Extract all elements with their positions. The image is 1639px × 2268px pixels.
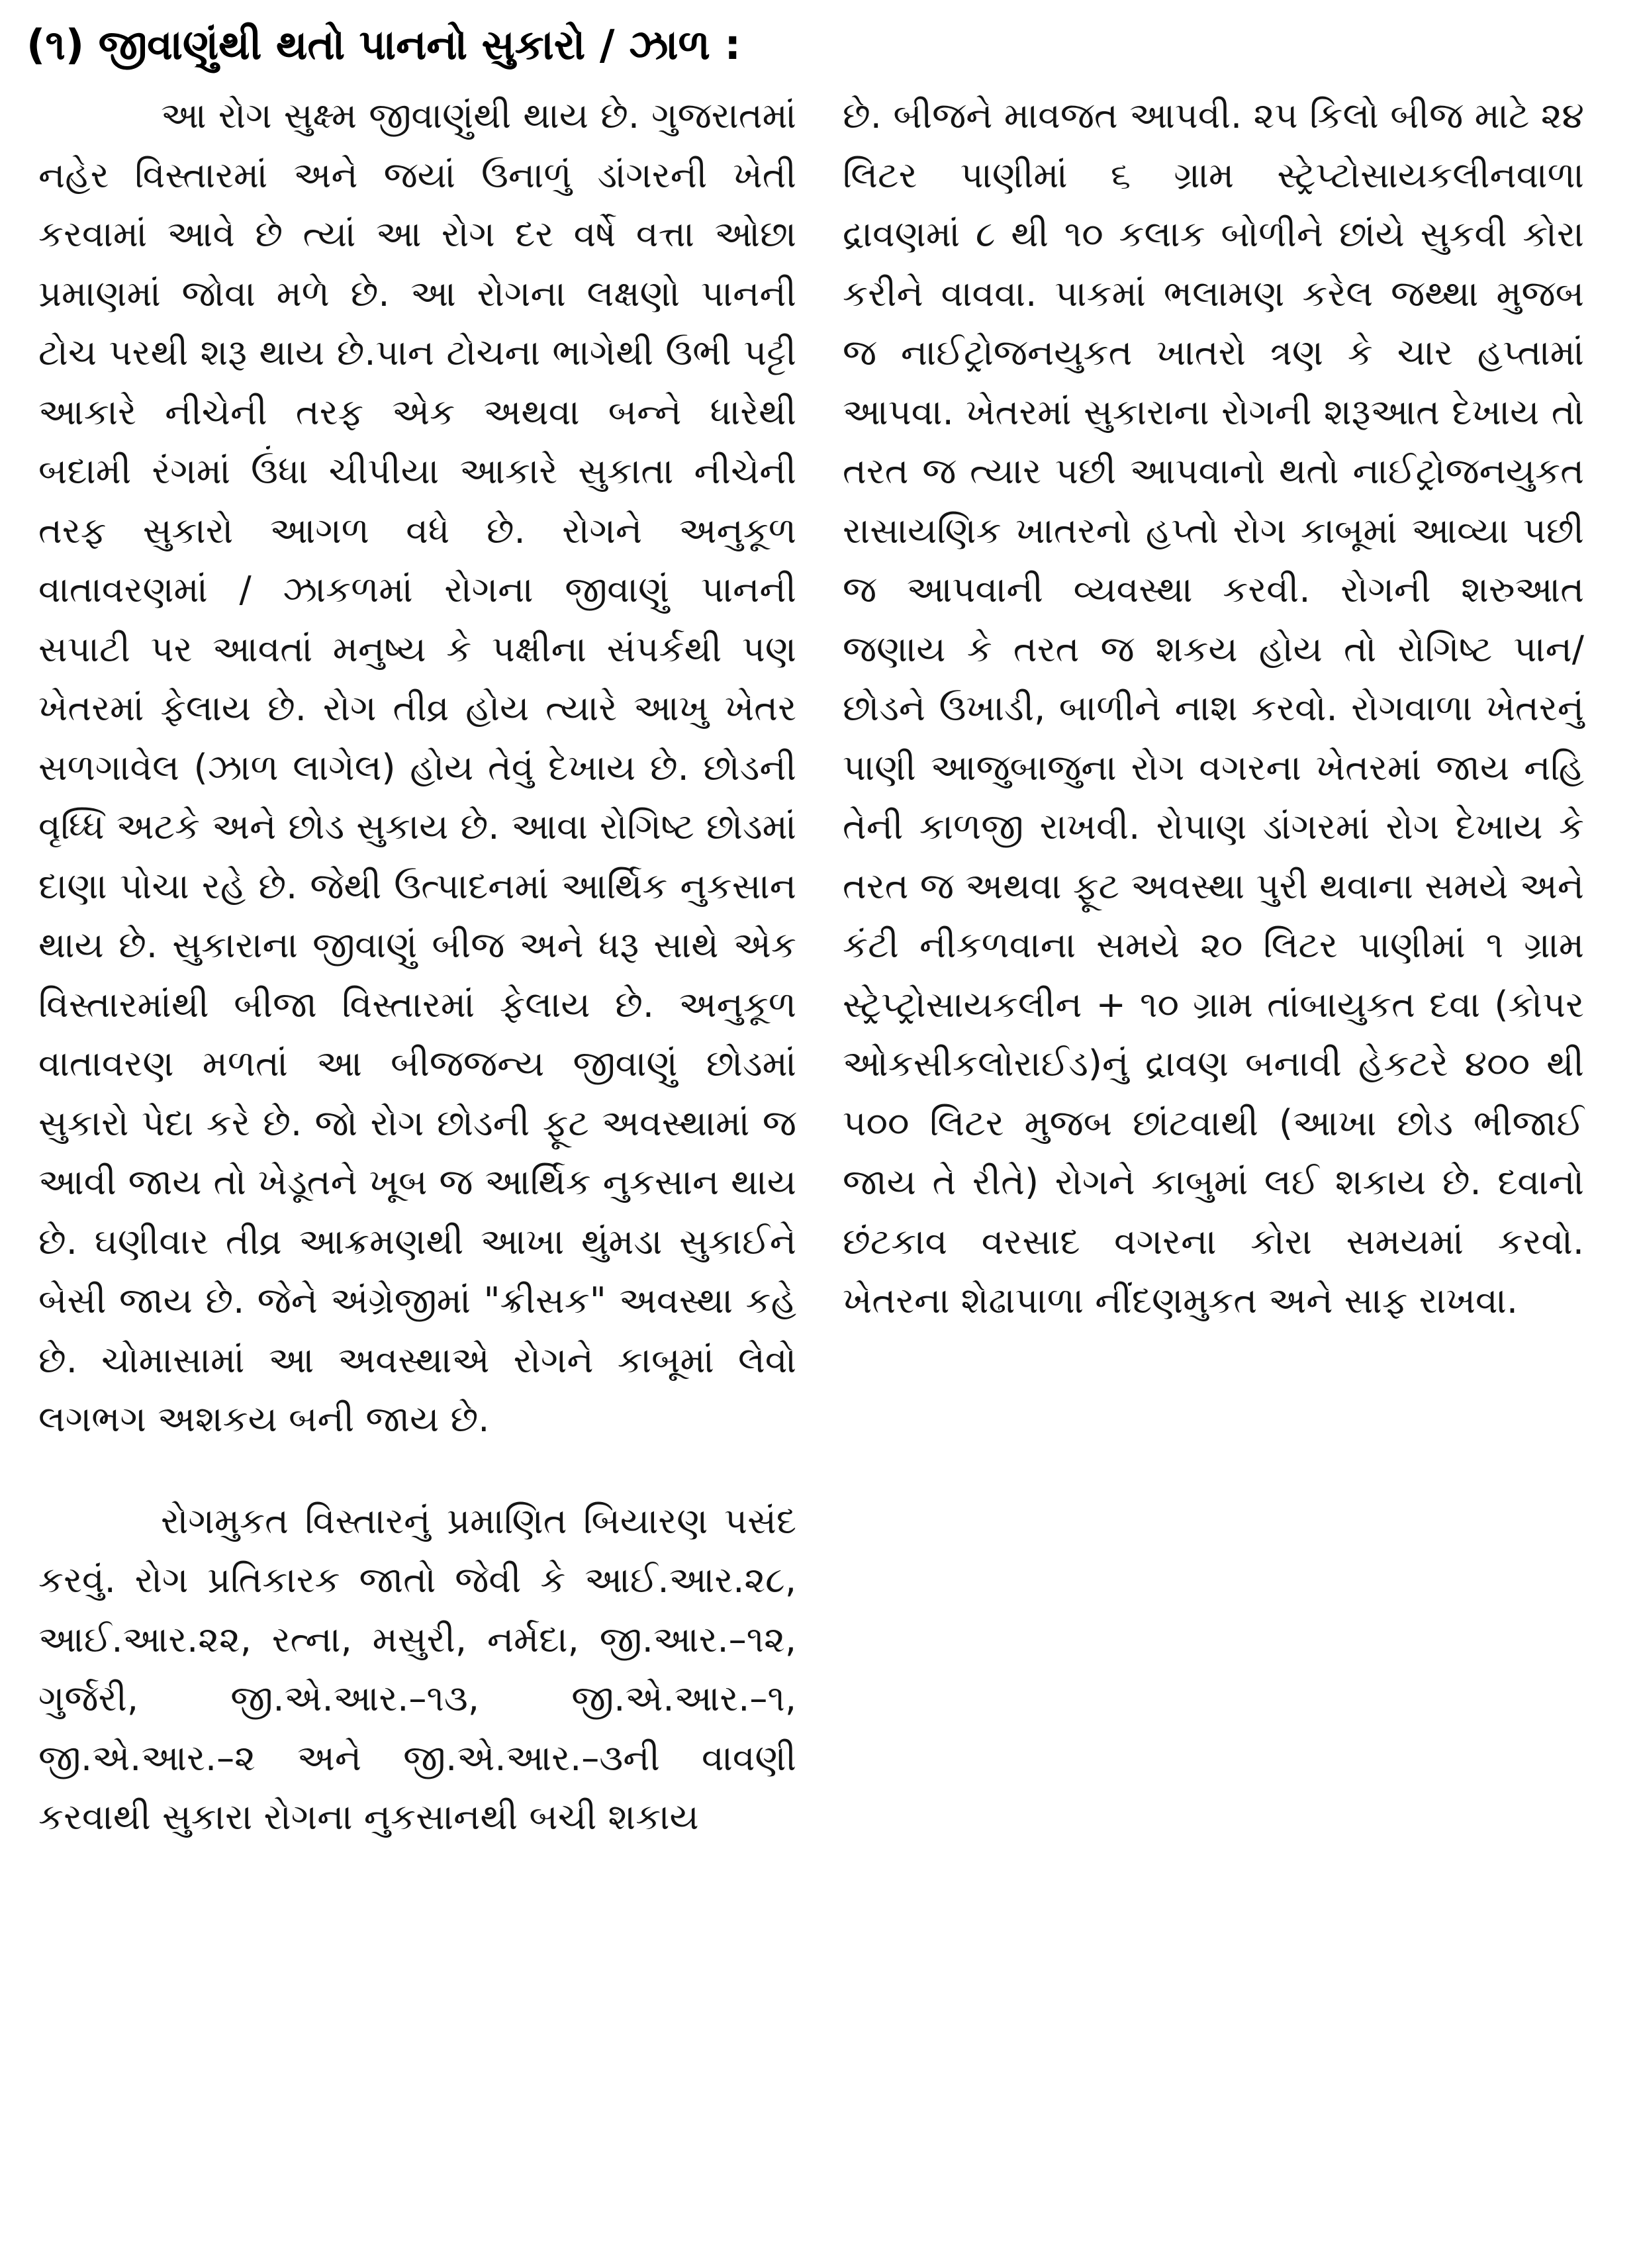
left-column xyxy=(38,86,796,1847)
paragraph-control-measures: છે. બીજને માવજત આપવી. ૨૫ કિલો બીજ માટે ૨૪ લિટર પાણીમાં ૬ ગ્રામ સ્ટ્રેપ્ટોસાયકલીનવાળા દ્રાવણમાં ૮ થી ૧૦ કલાક બોળીને છાંયે સુકવી કોરા કરીને વાવવા. પાકમાં ભલામણ કરેલ જથ્થા મુજબ જ નાઈટ્રોજનયુકત ખાતરો ત્રણ કે ચાર હપ્તામાં આપવા. ખેતરમાં સુકારાના રોગની શરૂઆત દેખાય તો તરત જ ત્યાર પછી આપવાનો થતો નાઈટ્રોજનયુકત રાસાયણિક ખાતરનો હપ્તો રોગ કાબૂમાં આવ્યા પછી જ આપવાની વ્યવસ્થા કરવી. રોગની શરુઆત જણાય કે તરત જ શકય હોય તો રોગિષ્ટ પાન/છોડને ઉખાડી, બાળીને નાશ કરવો. રોગવાળા ખેતરનું પાણી આજુબાજુના રોગ વગરના ખેતરમાં જાય નહિ તેની કાળજી રાખવી. રોપાણ ડાંગરમાં રોગ દેખાય કે તરત જ અથવા ફૂટ અવસ્થા પુરી થવાના સમયે અને કંટી નીકળવાના સમયે ૨૦ લિટર પાણીમાં ૧ ગ્રામ સ્ટ્રેપ્ટ્રોસાયકલીન + ૧૦ ગ્રામ તાંબાયુકત દવા (કોપર ઓકસીકલોરાઈડ)નું દ્રાવણ બનાવી હેકટરે ૪૦૦ થી ૫૦૦ લિટર મુજબ છાંટવાથી (આખા છોડ ભીજાઈ જાય તે રીતે) રોગને કાબુમાં લઈ શકાય છે. દવાનો છંટકાવ વરસાદ વગરના કોરા સમયમાં કરવો. ખેતરના શેઢાપાળા નીંદણમુકત અને સાફ રાખવા. xyxy=(843,95,1584,1321)
right-column xyxy=(843,86,1584,1331)
paragraph-disease-description: આ રોગ સુક્ષ્મ જીવાણુંથી થાય છે. ગુજરાતમાં નહેર વિસ્તારમાં અને જયાં ઉનાળું ડાંગરની ખેતી કરવામાં આવે છે ત્યાં આ રોગ દર વર્ષે વત્તા ઓછા પ્રમાણમાં જોવા મળે છે. આ રોગના લક્ષણો પાનની ટોચ પરથી શરૂ થાય છે.પાન ટોચના ભાગેથી ઉભી પટ્ટી આકારે નીચેની તરફ એક અથવા બન્ને ધારેથી બદામી રંગમાં ઉંધા ચીપીયા આકારે સુકાતા નીચેની તરફ સુકારો આગળ વધે છે. રોગને અનુકૂળ વાતાવરણમાં / ઝાકળમાં રોગના જીવાણું પાનની સપાટી પર આવતાં મનુષ્ય કે પક્ષીના સંપર્કથી પણ ખેતરમાં ફેલાય છે. રોગ તીવ્ર હોય ત્યારે આખુ ખેતર સળગાવેલ (ઝાળ લાગેલ) હોય તેવું દેખાય છે. છોડની વૃધ્ધિ અટકે અને છોડ સુકાય છે. આવા રોગિષ્ટ છોડમાં દાણા પોચા રહે છે. જેથી ઉત્પાદનમાં આર્થિક નુકસાન થાય છે. સુકારાના જીવાણું બીજ અને ધરૂ સાથે એક વિસ્તારમાંથી બીજા વિસ્તારમાં ફેલાય છે. અનુકૂળ વાતાવરણ મળતાં આ બીજજન્ય જીવાણું છોડમાં સુકારો પેદા કરે છે. જો રોગ છોડની ફૂટ અવસ્થામાં જ આવી જાય તો ખેડૂતને ખૂબ જ આર્થિક નુકસાન થાય છે. ઘણીવાર તીવ્ર આક્રમણથી આખા થુંમડા સુકાઈને બેસી જાય છે. જેને અંગ્રેજીમાં "ક્રીસક" અવસ્થા કહે છે. ચોમાસામાં આ અવસ્થાએ રોગને કાબૂમાં લેવો લગભગ અશકય બની જાય છે. xyxy=(38,95,796,1440)
paragraph-resistant-varieties: રોગમુકત વિસ્તારનું પ્રમાણિત બિયારણ પસંદ કરવું. રોગ પ્રતિકારક જાતો જેવી કે આઈ.આર.૨૮, આઈ.આર.૨૨, રત્ના, મસુરી, નર્મદા, જી.આર.–૧૨, ગુર્જરી, જી.એ.આર.–૧૩, જી.એ.આર.–૧, જી.એ.આર.–૨ અને જી.એ.આર.–૩ની વાવણી કરવાથી સુકારા રોગના નુકસાનથી બચી શકાય xyxy=(38,1499,796,1838)
section-heading: (૧) જીવાણુંથી થતો પાનનો સુકારો / ઝાળ : xyxy=(26,21,741,69)
